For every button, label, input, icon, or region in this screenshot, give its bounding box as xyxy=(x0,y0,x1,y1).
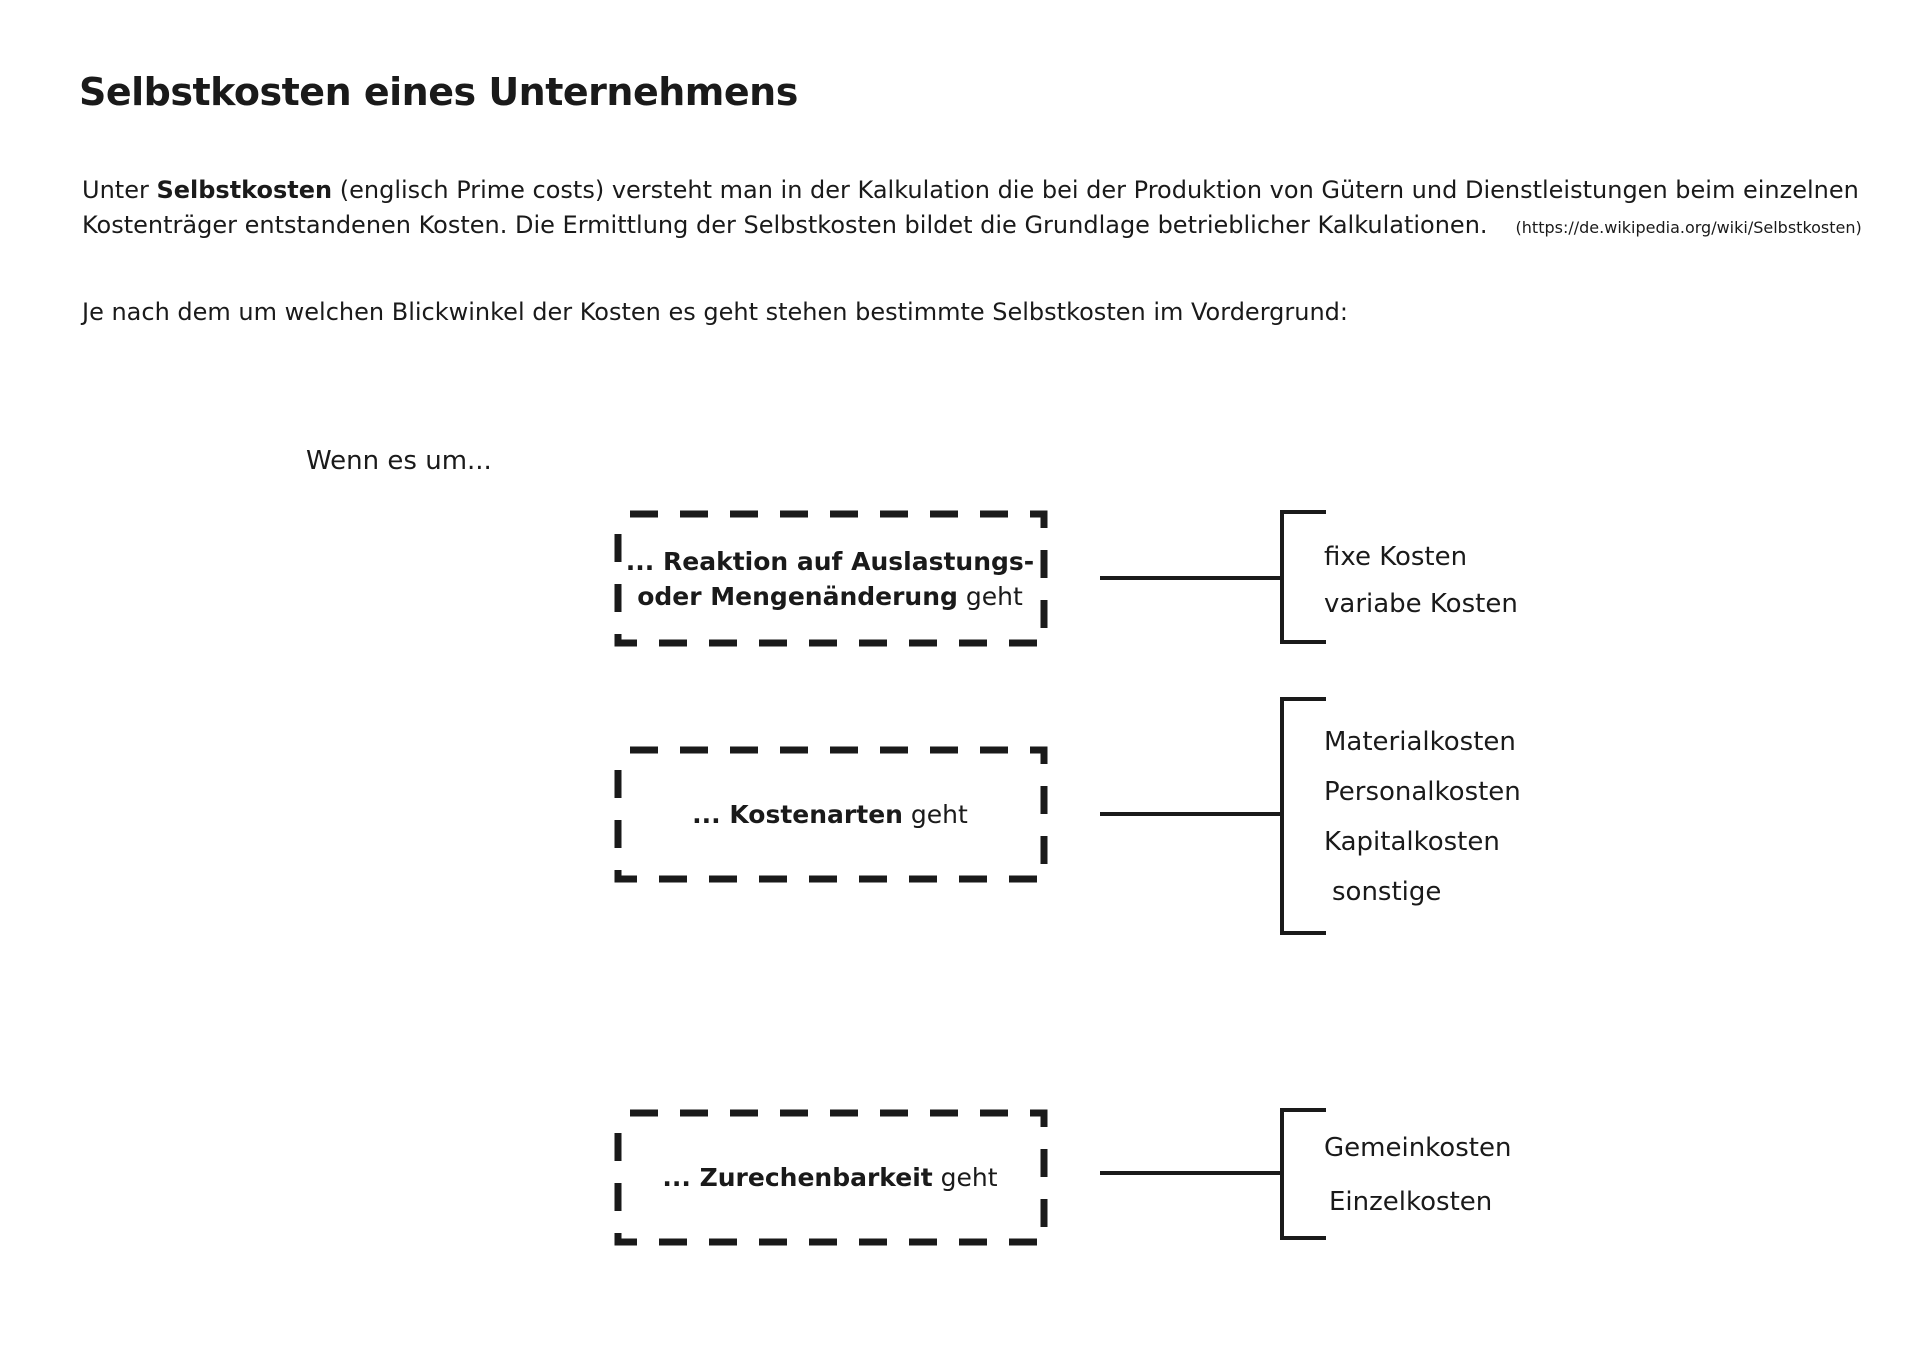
criterion-box-1 xyxy=(616,518,1044,639)
item-personalkosten: Personalkosten xyxy=(1324,777,1521,807)
source-link[interactable]: (https://de.wikipedia.org/wiki/Selbstkosten) xyxy=(1515,218,1862,237)
criterion-2-text xyxy=(692,797,968,832)
criterion-2-bold: ... Kostenarten xyxy=(692,800,903,829)
intro-term: Selbstkosten xyxy=(156,176,333,204)
criterion-1-rest: geht xyxy=(957,581,1023,611)
criterion-1-text xyxy=(616,544,1044,614)
item-gemeinkosten: Gemeinkosten xyxy=(1324,1133,1512,1163)
item-materialkosten: Materialkosten xyxy=(1324,727,1516,757)
item-sonstige: sonstige xyxy=(1332,877,1442,907)
item-fixe-kosten: fixe Kosten xyxy=(1324,542,1468,572)
bracket-2 xyxy=(1282,699,1326,933)
bracket-3 xyxy=(1282,1110,1326,1238)
item-einzelkosten: Einzelkosten xyxy=(1329,1187,1493,1217)
bracket-1 xyxy=(1282,512,1326,642)
criterion-1-bold: ... Reaktion auf Auslastungs- oder Mengenänderung xyxy=(625,546,1035,611)
item-variabe-kosten: variabe Kosten xyxy=(1324,589,1518,619)
lead-text: Wenn es um... xyxy=(306,446,492,476)
criterion-3-text xyxy=(662,1160,997,1195)
intro-text: (englisch Prime costs) versteht man in der Kalkulation die bei der Produktion von Gütern und Dienstleistungen beim einzelnen Kostenträger entstandenen Kosten. Die Ermittlung der Selbstkosten bildet die Grundlage betrieblicher Kalkulationen. xyxy=(82,176,1859,239)
page-title: Selbstkosten eines Unternehmens xyxy=(79,70,798,114)
criterion-3-bold: ... Zurechenbarkeit xyxy=(662,1163,933,1192)
criterion-box-2 xyxy=(616,754,1044,875)
criterion-3-rest: geht xyxy=(932,1163,998,1192)
criterion-box-3 xyxy=(616,1117,1044,1238)
criterion-2-rest: geht xyxy=(902,800,968,829)
subline: Je nach dem um welchen Blickwinkel der Kosten es geht stehen bestimmte Selbstkosten im Vordergrund: xyxy=(82,298,1348,326)
item-kapitalkosten: Kapitalkosten xyxy=(1324,827,1500,857)
intro-prefix: Unter xyxy=(82,176,157,204)
